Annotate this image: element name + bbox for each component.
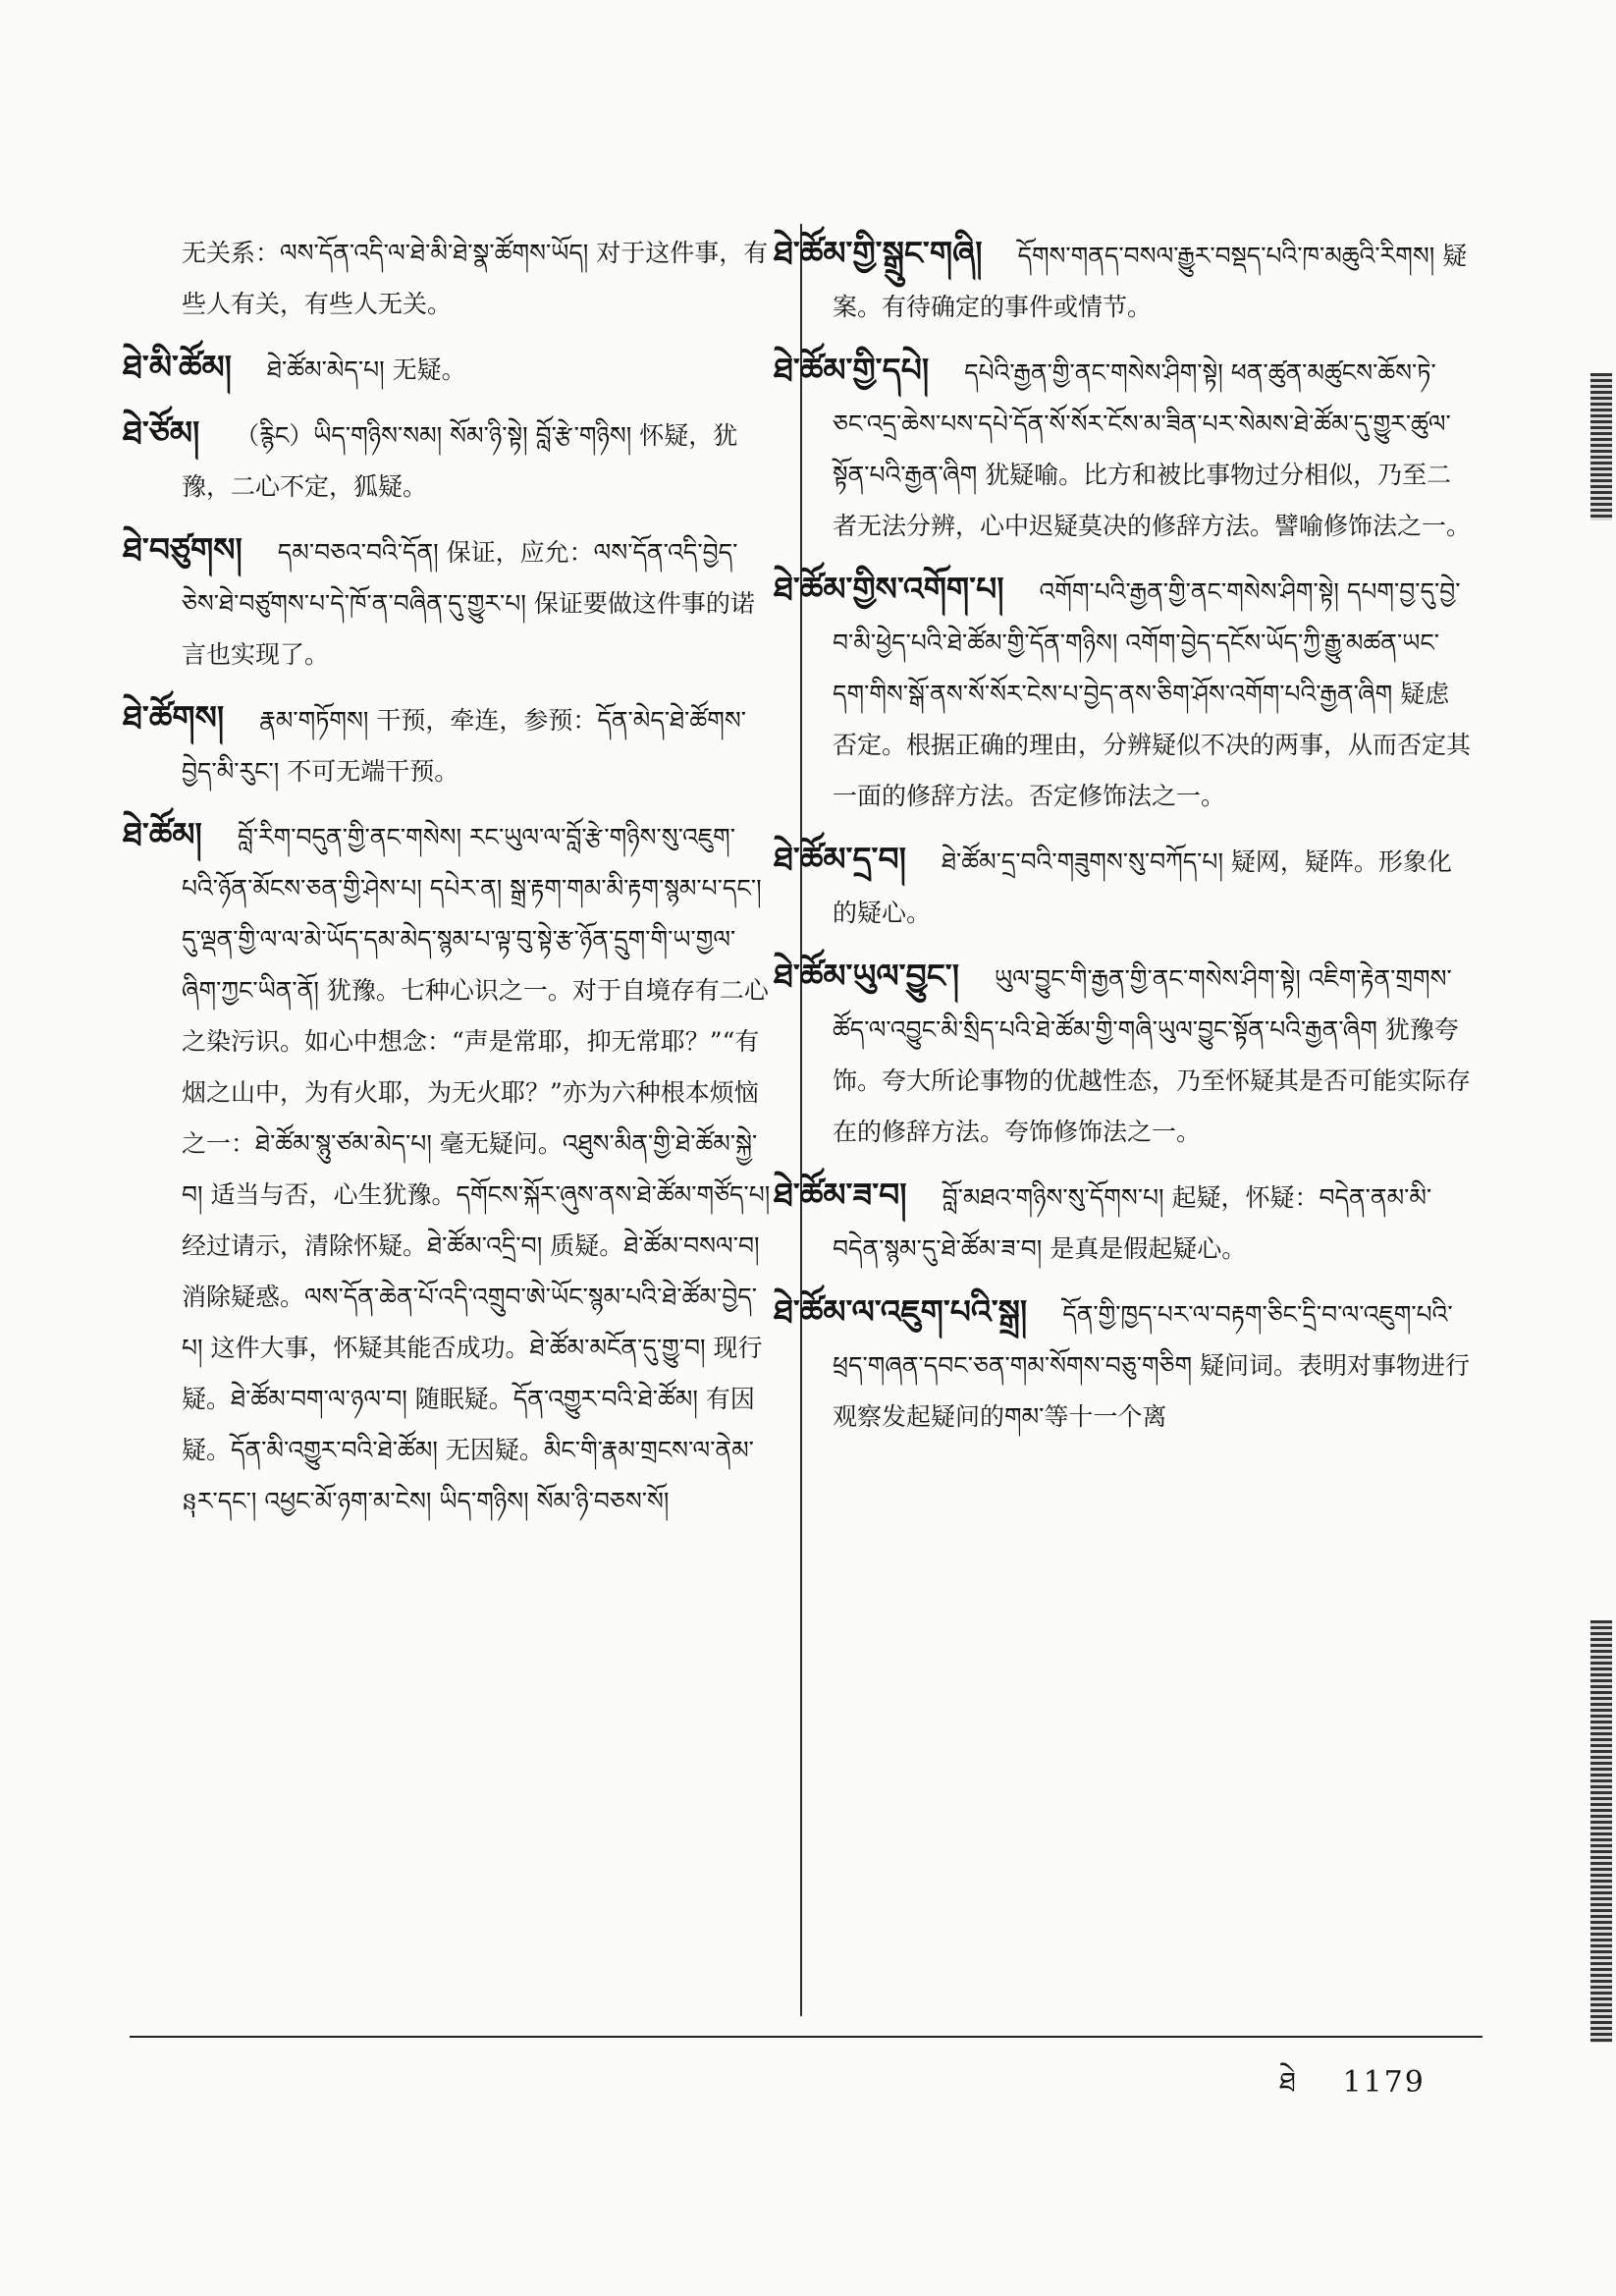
- entry-definition: དོན་གྱི་ཁྱད་པར་ལ་བརྟག་ཅིང་དྲི་བ་ལ་འཇུག་པའི་ཕྲད་གཞན་དབང་ཅན་གམ་སོགས་བཅུ་གཅིག 疑问词。表明对事物进行观察发起疑问的གམ་等十一个离: [833, 1300, 1470, 1431]
- entry-headword: ཐེ་ཚོམ་ཡུལ་བྱུང་།: [774, 957, 960, 995]
- dictionary-entry: [774, 228, 1471, 333]
- dictionary-entry: [182, 228, 771, 330]
- entry-definition: ཐེ་ཚོམ་མེད་པ། 无疑。: [266, 355, 466, 384]
- right-column: [774, 228, 1472, 1454]
- page-number: 1179: [1342, 2065, 1426, 2100]
- entry-definition: ཐེ་ཚོམ་དྲ་བའི་གཟུགས་སུ་བཀོད་པ། 疑网，疑阵。形象化的疑心。: [833, 847, 1452, 927]
- running-letter: ཐེ: [1279, 2066, 1298, 2099]
- entry-definition: 无关系：ལས་དོན་འདི་ལ་ཐེ་མི་ཐེ་སྣ་ཚོགས་ཡོད། 对于这件事，有些人有关，有些人无关。: [182, 239, 769, 318]
- entry-definition: འགོག་པའི་རྒྱན་གྱི་ནང་གསེས་ཤིག་སྟེ། དཔག་བྱ་དུ་བྱེ་བ་མི་ཕྱེད་པའི་ཐེ་ཚོམ་གྱི་དོན་གཉིས། འགོག་བྱེད་དངོས་ཡོད་ཀྱི་རྒྱུ་མཚན་ཡང་དག་གིས་སྒོ་ནས་སོ་སོར་ངེས་པ་བྱེད་ནས་ཅིག་ཤོས་འགོག་པའི་རྒྱན་ཞིག 疑虑否定。根据正确的理由，分辨疑似不决的两事，从而否定其一面的修辞方法。否定修饰法之一。: [833, 577, 1472, 810]
- dictionary-entry: [123, 692, 771, 797]
- entry-headword: ཐེ་བཙུགས།: [123, 530, 242, 569]
- entry-headword: ཐེ་ཚོམ་གྱི་དཔེ།: [774, 351, 930, 389]
- entry-definition: བློ་རིག་བདུན་གྱི་ནང་གསེས། རང་ཡུལ་ལ་བློ་རྩེ་གཉིས་སུ་འཇུག་པའི་ཉོན་མོངས་ཅན་གྱི་ཤེས་པ། དཔེར་ན། སྒྲ་རྟག་གམ་མི་རྟག་སྙམ་པ་དང་། དུ་ལྡན་གྱི་ལ་ལ་མེ་ཡོད་དམ་མེད་སྙམ་པ་ལྟ་བུ་སྟེ་རྩ་ཉོན་དྲུག་གི་ཡ་གྱལ་ཞིག་ཀྱང་ཡིན་ནོ། 犹豫。七种心识之一。对于自境存有二心之染污识。如心中想念：“声是常耶，抑无常耶？”“有烟之山中，为有火耶，为无火耶？”亦为六种根本烦恼之一：ཐེ་ཚོམ་སྙུ་ཙམ་མེད་པ། 毫无疑问。འཐུས་མིན་གྱི་ཐེ་ཚོམ་སྐྱེ་བ། 适当与否，心生犹豫。དགོངས་སྐོར་ཞུས་ནས་ཐེ་ཚོམ་གཙོད་པ། 经过请示，清除怀疑。ཐེ་ཚོམ་འདྲི་བ། 质疑。ཐེ་ཚོམ་བསལ་བ། 消除疑惑。ལས་དོན་ཆེན་པོ་འདི་འགྲུབ་ཨེ་ཡོང་སྙམ་པའི་ཐེ་ཚོམ་བྱེད་པ། 这件大事，怀疑其能否成功。ཐེ་ཚོམ་མངོན་དུ་གྱུ་བ། 现行疑。ཐེ་ཚོམ་བག་ལ་ཉལ་བ། 随眠疑。དོན་འགྱུར་བའི་ཐེ་ཚོམ། 有因疑。དོན་མི་འགྱུར་བའི་ཐེ་ཚོམ། 无因疑。མིང་གི་རྣམ་གྲངས་ལ་ནེམ་នុར་དང་། འཕྱང་མོ་ཉག་མ་ངེས། ཡིད་གཉིས། སོམ་ཉི་བཅས་སོ།: [182, 823, 771, 1515]
- dictionary-entry: [774, 834, 1471, 939]
- scan-edge-mark: [1590, 1620, 1612, 2043]
- entry-definition: （རྙིང）ཡིད་གཉིས་སམ། སོམ་ཉི་སྟེ། བློ་རྩེ་གཉིས། 怀疑，犹豫，二心不定，狐疑。: [182, 421, 738, 501]
- entry-definition: ཡུལ་བྱུང་གི་རྒྱན་གྱི་ནང་གསེས་ཤིག་སྟེ། འཇིག་རྟེན་གྲགས་ཚོད་ལ་འབྱུང་མི་སྲིད་པའི་ཐེ་ཚོམ་གྱི་གཞི་ཡུལ་བྱུང་སྟོན་པའི་རྒྱན་ཞིག 犹豫夸饰。夸大所论事物的优越性态，乃至怀疑其是否可能实际存在的修辞方法。夸饰修饰法之一。: [833, 964, 1472, 1146]
- dictionary-entry: [123, 342, 771, 396]
- entry-definition: དོགས་གནད་བསལ་རྒྱུར་བསྡད་པའི་ཁ་མཆུའི་རིགས། 疑案。有待确定的事件或情节。: [833, 242, 1468, 321]
- entry-headword: ཐེ་ཚོམ་གྱི་སྒྲུང་གཞི།: [774, 234, 983, 272]
- entry-definition: དཔེའི་རྒྱན་གྱི་ནང་གསེས་ཤིག་སྟེ། ཕན་ཚུན་མཚུངས་ཆོས་ཏེ་ཅང་འདྲ་ཆེས་པས་དཔེ་དོན་སོ་སོར་ངོས་མ་ཟིན་པར་སེམས་ཐེ་ཚོམ་དུ་གྱུར་ཚུལ་སྟོན་པའི་རྒྱན་ཞིག 犹疑喻。比方和被比事物过分相似，乃至二者无法分辨，心中迟疑莫决的修辞方法。譬喻修饰法之一。: [833, 358, 1472, 540]
- entry-headword: ཐེ་ཚོམ་གྱིས་འགོག་པ།: [774, 570, 1004, 608]
- dictionary-entry: [774, 345, 1472, 552]
- scan-edge-marks: [1577, 0, 1616, 2296]
- entry-definition: དམ་བཅའ་བའི་དོན། 保证，应允：ལས་དོན་འདི་བྱེད་ཅེས་ཐེ་བཙུགས་པ་དེ་ཁོ་ན་བཞིན་དུ་གྱུར་པ། 保证要做这件事的诺言也实现了。: [182, 538, 755, 669]
- entry-definition: རྣམ་གཏོགས། 干预，牵连，参预：དོན་མེད་ཐེ་ཚོགས་བྱེད་མི་རུང་། 不可无端干预。: [182, 706, 746, 786]
- dictionary-entry: [123, 524, 771, 681]
- entry-headword: ཐེ་ཚོགས།: [123, 698, 225, 737]
- entry-headword: ཐེ་ཚོམ་ཟ་བ།: [774, 1175, 907, 1214]
- entry-headword: ཐེ་མི་ཚོམ།: [123, 348, 232, 386]
- dictionary-entry: [774, 564, 1472, 822]
- entry-headword: ཐེ་ཚོམ་ལ་འཇུག་པའི་སྒྲ།: [774, 1292, 1028, 1331]
- column-divider: [800, 224, 802, 2016]
- entry-headword: ཐེ་ཚོམ་དྲ་བ།: [774, 840, 906, 878]
- left-column: [123, 228, 771, 1539]
- dictionary-entry: [123, 809, 771, 1527]
- scan-edge-mark: [1590, 373, 1612, 520]
- dictionary-entry: [123, 408, 771, 513]
- dictionary-entry: [774, 1170, 1471, 1275]
- page-footer: [1279, 2051, 1426, 2129]
- footer-rule: [130, 2036, 1482, 2038]
- dictionary-entry: [774, 1286, 1471, 1443]
- entry-headword: ཐེ་ཚོམ།: [123, 815, 202, 853]
- entry-headword: ཐེ་ཙོམ།: [123, 413, 200, 452]
- entry-definition: བློ་མཐའ་གཉིས་སུ་དོགས་པ། 起疑，怀疑：བདེན་ནམ་མི་བདེན་སྙམ་དུ་ཐེ་ཚོམ་ཟ་བ། 是真是假起疑心。: [833, 1183, 1432, 1263]
- dictionary-entry: [774, 951, 1472, 1158]
